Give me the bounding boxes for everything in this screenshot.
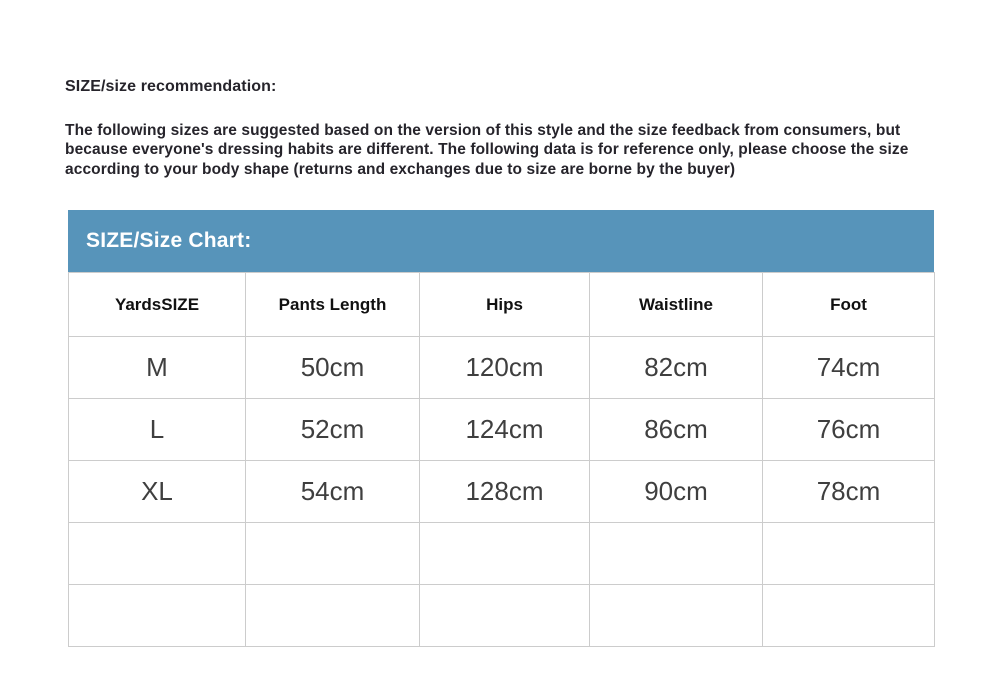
table-cell <box>590 585 763 647</box>
column-header: YardsSIZE <box>69 273 246 337</box>
column-header: Foot <box>763 273 935 337</box>
column-header: Waistline <box>590 273 763 337</box>
table-cell: 90cm <box>590 461 763 523</box>
table-row <box>69 337 935 399</box>
size-chart-body <box>69 337 935 647</box>
table-cell: 54cm <box>246 461 420 523</box>
table-row <box>69 461 935 523</box>
table-row <box>69 585 935 647</box>
table-cell: 52cm <box>246 399 420 461</box>
table-cell: L <box>69 399 246 461</box>
table-cell <box>246 585 420 647</box>
table-cell: M <box>69 337 246 399</box>
table-cell <box>69 585 246 647</box>
size-chart-head <box>69 273 935 337</box>
size-chart-banner-label: SIZE/Size Chart: <box>86 229 252 252</box>
table-row <box>69 523 935 585</box>
table-cell: 78cm <box>763 461 935 523</box>
table-cell: 86cm <box>590 399 763 461</box>
table-row <box>69 399 935 461</box>
size-chart-table <box>68 272 935 647</box>
table-cell: XL <box>69 461 246 523</box>
size-chart-banner <box>68 210 934 272</box>
column-header: Pants Length <box>246 273 420 337</box>
size-recommendation-text: The following sizes are suggested based on the version of this style and the size feedback from consumers, but because everyone's dressing habits are different. The following data is for reference only, please choose the size according to your body shape (returns and exchanges due to size are borne by the buyer) <box>65 122 909 178</box>
page-title: SIZE/size recommendation: <box>65 78 277 95</box>
table-cell: 82cm <box>590 337 763 399</box>
table-cell <box>763 523 935 585</box>
table-cell <box>246 523 420 585</box>
table-cell <box>763 585 935 647</box>
table-cell: 128cm <box>420 461 590 523</box>
header-row <box>69 273 935 337</box>
table-cell <box>69 523 246 585</box>
table-cell <box>590 523 763 585</box>
column-header: Hips <box>420 273 590 337</box>
table-cell: 74cm <box>763 337 935 399</box>
table-cell: 50cm <box>246 337 420 399</box>
table-cell <box>420 523 590 585</box>
table-cell: 124cm <box>420 399 590 461</box>
table-cell <box>420 585 590 647</box>
table-cell: 120cm <box>420 337 590 399</box>
table-cell: 76cm <box>763 399 935 461</box>
